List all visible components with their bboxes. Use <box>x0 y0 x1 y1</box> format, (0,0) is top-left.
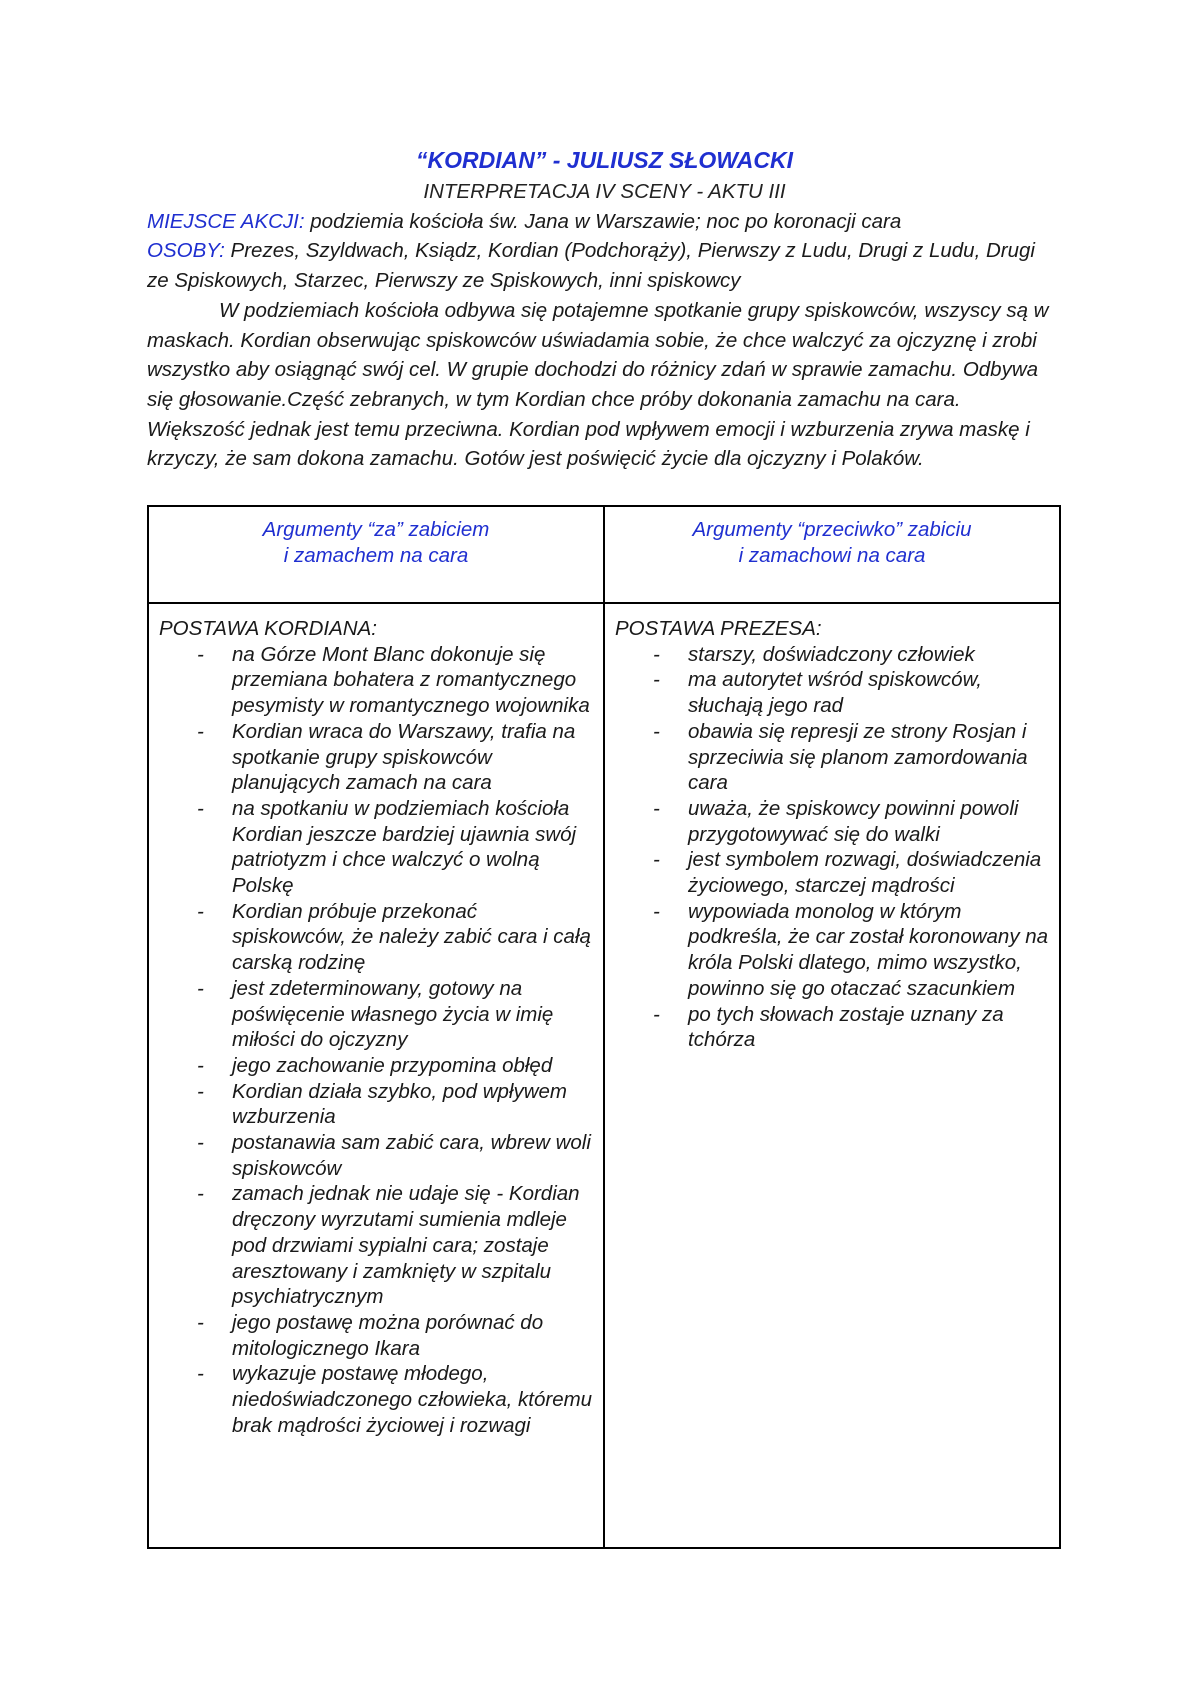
list-item: - uważa, że spiskowcy powinni powoli przygotowywać się do walki <box>615 796 1049 847</box>
list-item: - Kordian wraca do Warszawy, trafia na spotkanie grupy spiskowców planujących zamach na cara <box>159 719 593 796</box>
arguments-table <box>147 505 1061 1549</box>
right-column-title: POSTAWA PREZESA: <box>615 617 822 640</box>
list-item: - starszy, doświadczony człowiek <box>615 642 1049 668</box>
persons-label: OSOBY: <box>147 239 225 263</box>
right-column-body <box>604 603 1060 1548</box>
list-item: - wykazuje postawę młodego, niedoświadczonego człowieka, któremu brak mądrości życiowej i rozwagi <box>159 1361 593 1438</box>
persons-text: Prezes, Szyldwach, Ksiądz, Kordian (Podchorąży), Pierwszy z Ludu, Drugi z Ludu, Drugi ze Spiskowych, Starzec, Pierwszy ze Spiskowych, inni spiskowcy <box>147 239 1035 293</box>
place-text: podziemia kościoła św. Jana w Warszawie; noc po koronacji cara <box>304 209 902 233</box>
place-paragraph <box>147 207 1062 237</box>
list-item: - na spotkaniu w podziemiach kościoła Kordian jeszcze bardziej ujawnia swój patriotyzm i chce walczyć o wolną Polskę <box>159 796 593 899</box>
list-item: - Kordian działa szybko, pod wpływem wzburzenia <box>159 1079 593 1130</box>
table-body-row <box>148 603 1060 1548</box>
list-item: - ma autorytet wśród spiskowców, słuchają jego rad <box>615 667 1049 718</box>
list-item: - Kordian próbuje przekonać spiskowców, że należy zabić cara i całą carską rodzinę <box>159 899 593 976</box>
table-header-row <box>148 506 1060 603</box>
list-item: - po tych słowach zostaje uznany za tchórza <box>615 1002 1049 1053</box>
list-item: - postanawia sam zabić cara, wbrew woli spiskowców <box>159 1130 593 1181</box>
list-item: - na Górze Mont Blanc dokonuje się przemiana bohatera z romantycznego pesymisty w romantycznego wojownika <box>159 642 593 719</box>
list-item: - jego postawę można porównać do mitologicznego Ikara <box>159 1310 593 1361</box>
place-label: MIEJSCE AKCJI: <box>147 209 305 233</box>
right-argument-list <box>615 642 1049 1053</box>
list-item: - jest zdeterminowany, gotowy na poświęcenie własnego życia w imię miłości do ojczyzny <box>159 976 593 1053</box>
left-column-title: POSTAWA KORDIANA: <box>159 617 377 640</box>
list-item: - obawia się represji ze strony Rosjan i sprzeciwia się planom zamordowania cara <box>615 719 1049 796</box>
persons-paragraph <box>147 236 1062 295</box>
list-item: - jego zachowanie przypomina obłęd <box>159 1053 593 1079</box>
left-header-line-1: Argumenty “za” zabiciem <box>262 518 490 541</box>
list-item: - zamach jednak nie udaje się - Kordian dręczony wyrzutami sumienia mdleje pod drzwiami sypialni cara; zostaje aresztowany i zamknięty w szpitalu psychiatrycznym <box>159 1181 593 1310</box>
document-content <box>147 143 1062 474</box>
right-column-header <box>604 506 1060 603</box>
list-item: - jest symbolem rozwagi, doświadczenia życiowego, starczej mądrości <box>615 847 1049 898</box>
right-header-line-2: i zamachowi na cara <box>738 544 926 567</box>
list-item: - wypowiada monolog w którym podkreśla, że car został koronowany na króla Polski dlatego, mimo wszystko, powinno się go otaczać szacunkiem <box>615 899 1049 1002</box>
left-column-body <box>148 603 604 1548</box>
document-title: “KORDIAN” - JULIUSZ SŁOWACKI <box>416 147 793 173</box>
right-header-line-1: Argumenty “przeciwko” zabiciu <box>692 518 972 541</box>
left-column-header <box>148 506 604 603</box>
document-subtitle: INTERPRETACJA IV SCENY - AKTU III <box>423 180 786 203</box>
left-argument-list <box>159 642 593 1439</box>
summary-paragraph: W podziemiach kościoła odbywa się potajemne spotkanie grupy spiskowców, wszyscy są w maskach. Kordian obserwując spiskowców uświadamia sobie, że chce walczyć za ojczyznę i zrobi wszystko aby osiągnąć swój cel. W grupie dochodzi do różnicy zdań w sprawie zamachu. Odbywa się głosowanie.Część zebranych, w tym Kordian chce próby dokonania zamachu na cara. Większość jednak jest temu przeciwna. Kordian pod wpływem emocji i wzburzenia zrywa maskę i krzyczy, że sam dokona zamachu. Gotów jest poświęcić życie dla ojczyzny i Polaków. <box>147 298 1049 471</box>
left-header-line-2: i zamachem na cara <box>283 544 469 567</box>
